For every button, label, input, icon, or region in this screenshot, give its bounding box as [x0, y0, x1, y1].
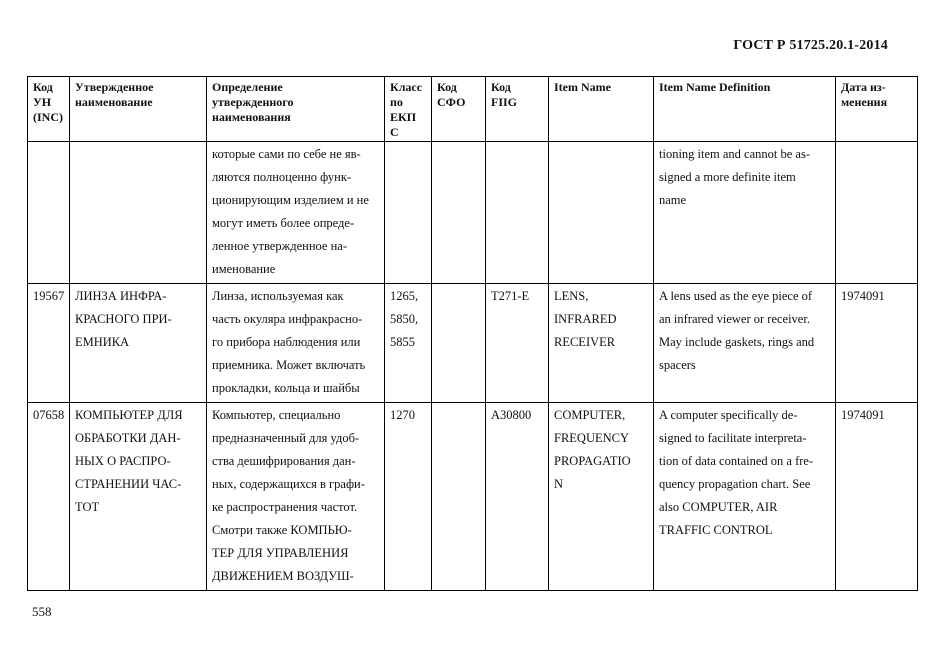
column-header — [549, 77, 654, 142]
cell-line: signed to facilitate interpreta- — [659, 431, 807, 445]
approved-name-cell — [70, 403, 207, 591]
cell-line: Item Name — [554, 80, 611, 94]
cell-line: A lens used as the eye piece of — [659, 289, 813, 303]
approved-name-cell — [70, 284, 207, 403]
cell-line: also COMPUTER, AIR — [659, 500, 778, 514]
page-number: 558 — [32, 604, 52, 619]
document-standard-header: ГОСТ Р 51725.20.1-2014 — [733, 38, 888, 53]
cell-line: ОБРАБОТКИ ДАН- — [75, 431, 181, 445]
column-header — [28, 77, 70, 142]
item-name-cell — [549, 403, 654, 591]
cell-line: го прибора наблюдения или — [212, 335, 361, 349]
cell-line: Линза, используемая как — [212, 289, 344, 303]
column-header — [385, 77, 432, 142]
sfo-code-cell — [432, 284, 486, 403]
item-name-cell — [549, 142, 654, 284]
cell-line: an infrared viewer or receiver. — [659, 312, 810, 326]
cell-line: LENS, — [554, 289, 589, 303]
cell-line: ТОТ — [75, 500, 100, 514]
cell-line: ДВИЖЕНИЕМ ВОЗДУШ- — [212, 569, 354, 583]
column-header — [836, 77, 918, 142]
cell-line: A30800 — [491, 408, 532, 422]
cell-line: наименование — [75, 95, 153, 109]
cell-line: May include gaskets, rings and — [659, 335, 815, 349]
cell-line: Смотри также КОМПЬЮ- — [212, 523, 352, 537]
cell-line: quency propagation chart. See — [659, 477, 811, 491]
cell-line: (INC) — [33, 110, 63, 124]
definition-cell — [207, 142, 385, 284]
sfo-code-cell — [432, 142, 486, 284]
cell-line: spacers — [659, 358, 696, 372]
table-row — [28, 403, 918, 591]
cell-line: Определение — [212, 80, 283, 94]
cell-line: Компьютер, специально — [212, 408, 341, 422]
column-header — [207, 77, 385, 142]
cell-line: по — [390, 95, 403, 109]
cell-line: ЛИНЗА ИНФРА- — [75, 289, 167, 303]
cell-line: tion of data contained on a fre- — [659, 454, 814, 468]
catalog-table — [27, 76, 918, 591]
definition-cell — [207, 284, 385, 403]
cell-line: 07658 — [33, 408, 65, 422]
fiig-code-cell — [486, 142, 549, 284]
cell-line: ке распространения частот. — [212, 500, 358, 514]
cell-line: 19567 — [33, 289, 65, 303]
cell-line: tioning item and cannot be as- — [659, 147, 811, 161]
cell-line: которые сами по себе не яв- — [212, 147, 361, 161]
change-date-cell — [836, 284, 918, 403]
cell-line: FREQUENCY — [554, 431, 630, 445]
cell-line: T271-E — [491, 289, 530, 303]
cell-line: прокладки, кольца и шайбы — [212, 381, 360, 395]
column-header — [486, 77, 549, 142]
inc-code-cell — [28, 284, 70, 403]
table-row — [28, 142, 918, 284]
cell-line: Утвержденное — [75, 80, 154, 94]
cell-line: Класс — [390, 80, 423, 94]
definition-cell — [207, 403, 385, 591]
cell-line: Код — [491, 80, 511, 94]
cell-line: приемника. Может включать — [212, 358, 366, 372]
cell-line: 5855 — [390, 335, 415, 349]
fsc-class-cell — [385, 142, 432, 284]
cell-line: наименования — [212, 110, 291, 124]
cell-line: ционирующим изделием и не — [212, 193, 369, 207]
cell-line: КОМПЬЮТЕР ДЛЯ — [75, 408, 183, 422]
cell-line: signed a more definite item — [659, 170, 796, 184]
cell-line: Item Name Definition — [659, 80, 771, 94]
cell-line: N — [554, 477, 564, 491]
cell-line: СТРАНЕНИИ ЧАС- — [75, 477, 182, 491]
cell-line: часть окуляра инфракрасно- — [212, 312, 363, 326]
table-row — [28, 284, 918, 403]
cell-line: ленное утвержденное на- — [212, 239, 347, 253]
cell-line: УН — [33, 95, 52, 109]
item-definition-cell — [654, 403, 836, 591]
cell-line: менения — [841, 95, 888, 109]
cell-line: TRAFFIC CONTROL — [659, 523, 773, 537]
approved-name-cell — [70, 142, 207, 284]
cell-line: COMPUTER, — [554, 408, 626, 422]
fsc-class-cell — [385, 403, 432, 591]
cell-line: name — [659, 193, 687, 207]
item-definition-cell — [654, 142, 836, 284]
item-name-cell — [549, 284, 654, 403]
cell-line: НЫХ О РАСПРО- — [75, 454, 171, 468]
table-body — [28, 142, 918, 591]
cell-line: могут иметь более опреде- — [212, 216, 355, 230]
column-header — [432, 77, 486, 142]
cell-line: INFRARED — [554, 312, 617, 326]
cell-line: Код — [33, 80, 53, 94]
change-date-cell — [836, 403, 918, 591]
cell-line: ЕКП — [390, 110, 417, 124]
cell-line: предназначенный для удоб- — [212, 431, 360, 445]
cell-line: СФО — [437, 95, 466, 109]
fiig-code-cell — [486, 403, 549, 591]
table-header-row — [28, 77, 918, 142]
inc-code-cell — [28, 142, 70, 284]
cell-line: PROPAGATIO — [554, 454, 631, 468]
cell-line: Дата из- — [841, 80, 886, 94]
change-date-cell — [836, 142, 918, 284]
cell-line: С — [390, 125, 399, 139]
cell-line: FIIG — [491, 95, 518, 109]
sfo-code-cell — [432, 403, 486, 591]
inc-code-cell — [28, 403, 70, 591]
cell-line: ства дешифрирования дан- — [212, 454, 356, 468]
cell-line: A computer specifically de- — [659, 408, 798, 422]
cell-line: RECEIVER — [554, 335, 616, 349]
cell-line: КРАСНОГО ПРИ- — [75, 312, 172, 326]
cell-line: 5850, — [390, 312, 419, 326]
column-header — [70, 77, 207, 142]
cell-line: 1974091 — [841, 289, 885, 303]
fsc-class-cell — [385, 284, 432, 403]
cell-line: утвержденного — [212, 95, 294, 109]
cell-line: Код — [437, 80, 457, 94]
cell-line: 1265, — [390, 289, 419, 303]
column-header — [654, 77, 836, 142]
cell-line: ТЕР ДЛЯ УПРАВЛЕНИЯ — [212, 546, 349, 560]
cell-line: 1974091 — [841, 408, 885, 422]
fiig-code-cell — [486, 284, 549, 403]
item-definition-cell — [654, 284, 836, 403]
cell-line: ЕМНИКА — [75, 335, 130, 349]
cell-line: ляются полноценно функ- — [212, 170, 352, 184]
cell-line: ных, содержащихся в графи- — [212, 477, 365, 491]
cell-line: 1270 — [390, 408, 415, 422]
cell-line: именование — [212, 262, 276, 276]
